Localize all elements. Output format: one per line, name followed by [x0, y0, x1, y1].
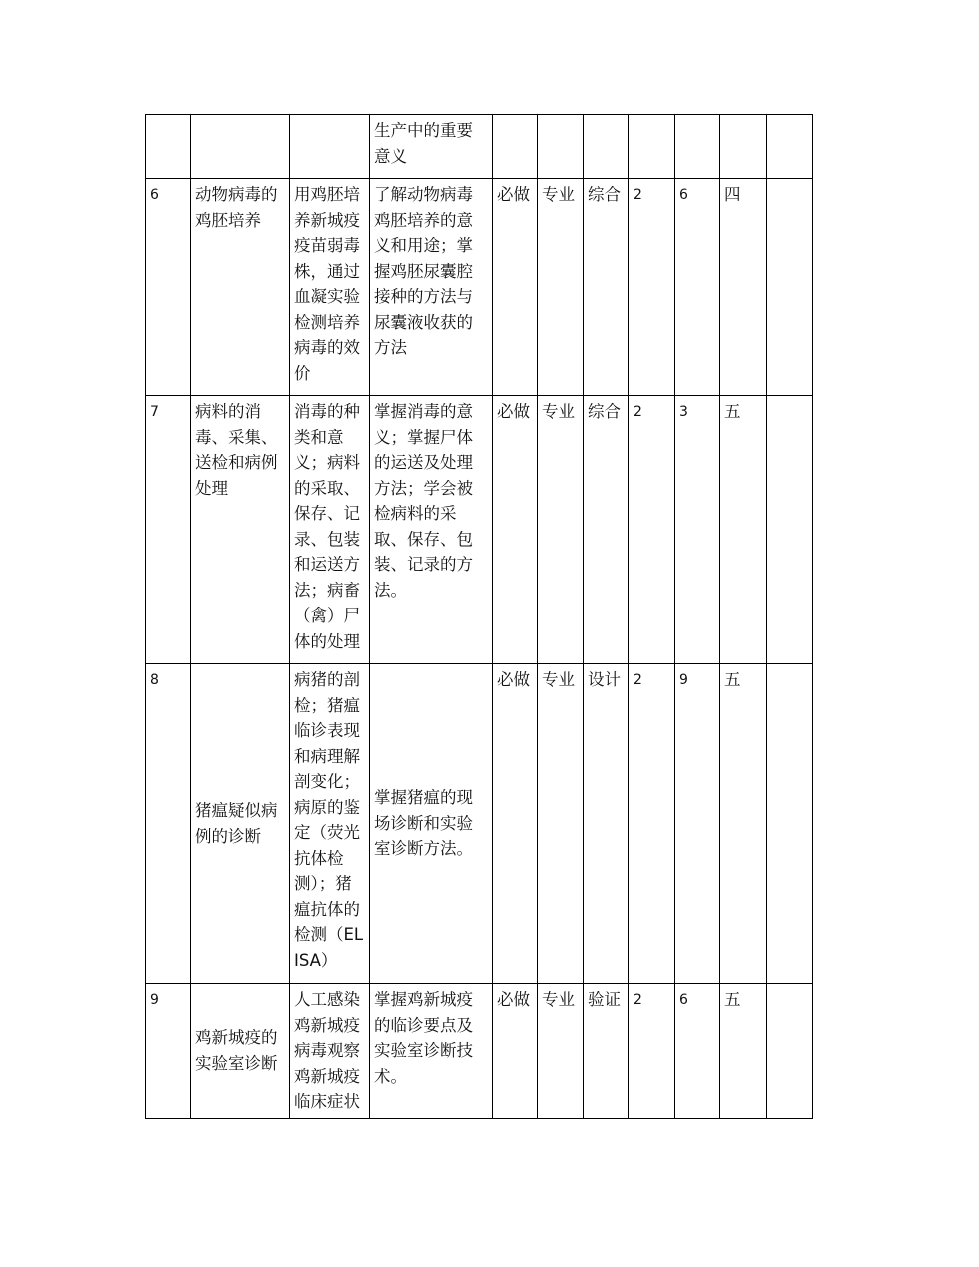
cell-requirement: 生产中的重要意义 — [370, 115, 493, 179]
cell-name — [191, 115, 290, 179]
cell-hours: 2 — [629, 179, 675, 396]
cell-requirement: 掌握消毒的意义；掌握尸体的运送及处理方法；学会被检病料的采取、保存、包装、记录的方法。 — [370, 396, 493, 664]
cell-nature — [584, 115, 629, 179]
cell-no — [146, 115, 191, 179]
experiment-table — [145, 114, 813, 1119]
cell-term: 五 — [720, 396, 767, 664]
cell-category: 专业 — [538, 664, 584, 984]
cell-category — [538, 115, 584, 179]
cell-nature: 验证 — [584, 984, 629, 1119]
cell-group: 3 — [675, 396, 720, 664]
cell-category: 专业 — [538, 984, 584, 1119]
cell-group: 6 — [675, 984, 720, 1119]
cell-note — [767, 179, 813, 396]
cell-content — [290, 115, 370, 179]
cell-category: 专业 — [538, 396, 584, 664]
cell-no: 8 — [146, 664, 191, 984]
cell-requirement: 掌握鸡新城疫的临诊要点及实验室诊断技术。 — [370, 984, 493, 1119]
cell-note — [767, 984, 813, 1119]
cell-no: 7 — [146, 396, 191, 664]
cell-term: 五 — [720, 984, 767, 1119]
cell-requirement: 掌握猪瘟的现场诊断和实验室诊断方法。 — [370, 664, 493, 984]
cell-nature: 综合 — [584, 179, 629, 396]
table-row — [146, 115, 813, 179]
cell-category: 专业 — [538, 179, 584, 396]
cell-type: 必做 — [493, 179, 538, 396]
cell-group: 6 — [675, 179, 720, 396]
cell-name: 动物病毒的鸡胚培养 — [191, 179, 290, 396]
cell-group: 9 — [675, 664, 720, 984]
cell-hours: 2 — [629, 984, 675, 1119]
cell-name: 猪瘟疑似病例的诊断 — [191, 664, 290, 984]
table-row — [146, 984, 813, 1119]
cell-type — [493, 115, 538, 179]
cell-type: 必做 — [493, 396, 538, 664]
cell-term: 五 — [720, 664, 767, 984]
cell-nature: 设计 — [584, 664, 629, 984]
table-row — [146, 664, 813, 984]
table-row — [146, 179, 813, 396]
cell-hours: 2 — [629, 664, 675, 984]
cell-content: 消毒的种类和意义；病料的采取、保存、记录、包装和运送方法；病畜（禽）尸体的处理 — [290, 396, 370, 664]
table-row — [146, 396, 813, 664]
cell-content: 人工感染鸡新城疫病毒观察鸡新城疫临床症状 — [290, 984, 370, 1119]
cell-group — [675, 115, 720, 179]
cell-content: 病猪的剖检；猪瘟临诊表现和病理解剖变化；病原的鉴定（荧光抗体检测）；猪瘟抗体的检测（ELISA） — [290, 664, 370, 984]
cell-hours: 2 — [629, 396, 675, 664]
cell-type: 必做 — [493, 664, 538, 984]
cell-hours — [629, 115, 675, 179]
cell-nature: 综合 — [584, 396, 629, 664]
cell-content: 用鸡胚培养新城疫疫苗弱毒株，通过血凝实验检测培养病毒的效价 — [290, 179, 370, 396]
cell-name: 病料的消毒、采集、送检和病例处理 — [191, 396, 290, 664]
cell-name: 鸡新城疫的实验室诊断 — [191, 984, 290, 1119]
cell-type: 必做 — [493, 984, 538, 1119]
cell-note — [767, 664, 813, 984]
cell-requirement: 了解动物病毒鸡胚培养的意义和用途；掌握鸡胚尿囊腔接种的方法与尿囊液收获的方法 — [370, 179, 493, 396]
cell-no: 9 — [146, 984, 191, 1119]
cell-note — [767, 115, 813, 179]
cell-no: 6 — [146, 179, 191, 396]
cell-note — [767, 396, 813, 664]
cell-term — [720, 115, 767, 179]
cell-term: 四 — [720, 179, 767, 396]
